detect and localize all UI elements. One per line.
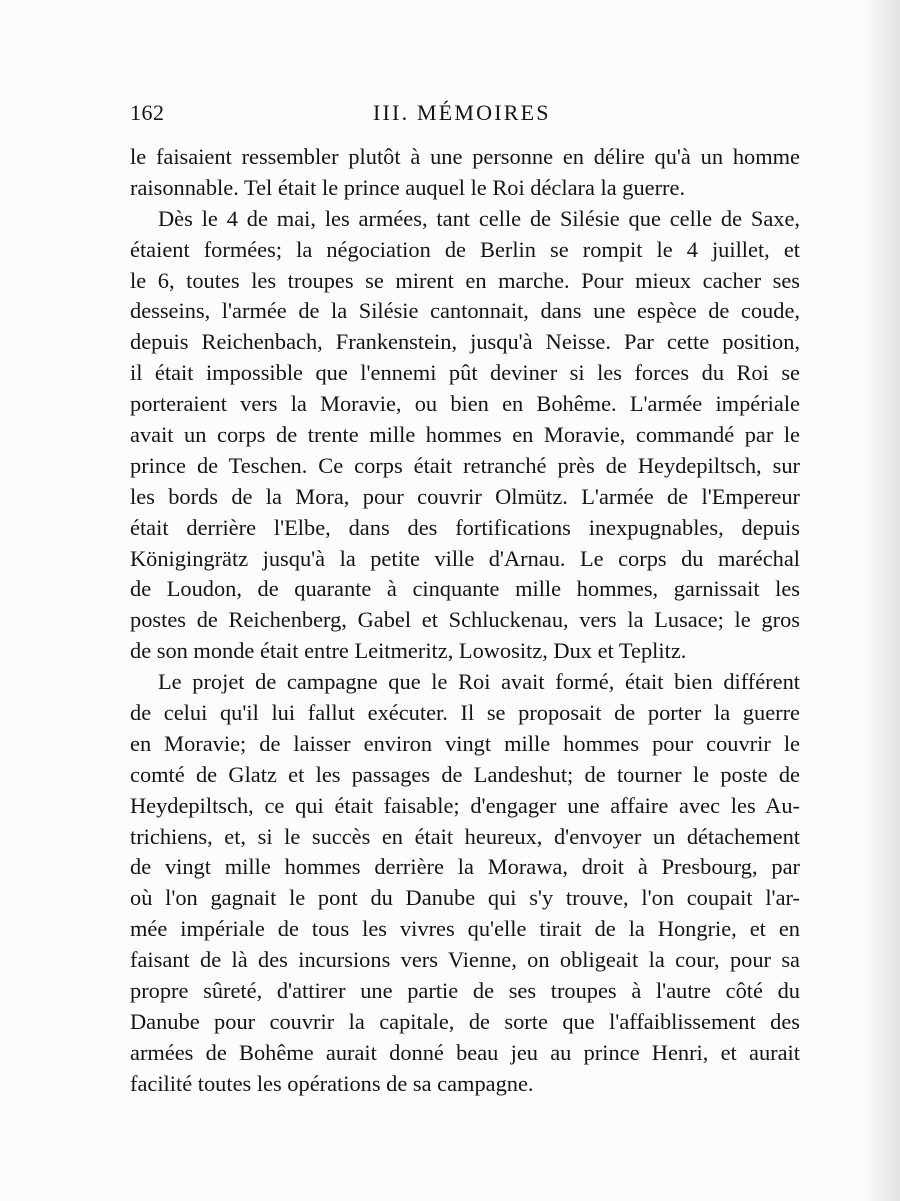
page-header bbox=[130, 100, 800, 130]
text-line: Le projet de campagne que le Roi avait formé, était bien différent bbox=[158, 669, 800, 695]
text-line: faisant de là des incursions vers Vienne, on obligeait la cour, pour sa bbox=[130, 947, 800, 973]
text-line: Danube pour couvrir la capitale, de sorte que l'affaiblissement des bbox=[130, 1008, 800, 1034]
text-line: depuis Reichenbach, Frankenstein, jusqu'à Neisse. Par cette position, bbox=[130, 329, 800, 355]
paragraph-1 bbox=[130, 142, 800, 204]
text-line: étaient formées; la négociation de Berlin se rompit le 4 juillet, et bbox=[130, 236, 800, 262]
text-line: facilité toutes les opérations de sa campagne. bbox=[130, 1070, 534, 1096]
text-line: prince de Teschen. Ce corps était retranché près de Heydepiltsch, sur bbox=[130, 452, 800, 478]
text-line: postes de Reichenberg, Gabel et Schluckenau, vers la Lusace; le gros bbox=[130, 607, 800, 633]
paragraph-2 bbox=[130, 204, 800, 667]
page-edge-shadow bbox=[862, 0, 900, 1201]
text-line: où l'on gagnait le pont du Danube qui s'y trouve, l'on coupait l'ar- bbox=[130, 885, 800, 911]
text-line: le 6, toutes les troupes se mirent en marche. Pour mieux cacher ses bbox=[130, 267, 800, 293]
text-line: trichiens, et, si le succès en était heureux, d'envoyer un détachement bbox=[130, 823, 800, 849]
text-line: de son monde était entre Leitmeritz, Lowositz, Dux et Teplitz. bbox=[130, 638, 687, 664]
text-line: les bords de la Mora, pour couvrir Olmütz. L'armée de l'Empereur bbox=[130, 483, 800, 509]
text-line: propre sûreté, d'attirer une partie de ses troupes à l'autre côté du bbox=[130, 978, 800, 1004]
text-line: desseins, l'armée de la Silésie cantonnait, dans une espèce de coude, bbox=[130, 298, 800, 324]
text-line: en Moravie; de laisser environ vingt mille hommes pour couvrir le bbox=[130, 730, 800, 756]
text-line: comté de Glatz et les passages de Landeshut; de tourner le poste de bbox=[130, 761, 800, 787]
text-line: porteraient vers la Moravie, ou bien en Bohême. L'armée impériale bbox=[130, 391, 800, 417]
text-line: avait un corps de trente mille hommes en Moravie, commandé par le bbox=[130, 422, 800, 448]
text-line: armées de Bohême aurait donné beau jeu au prince Henri, et aurait bbox=[130, 1039, 800, 1065]
text-line: de vingt mille hommes derrière la Morawa, droit à Presbourg, par bbox=[130, 854, 800, 880]
text-line: mée impériale de tous les vivres qu'elle tirait de la Hongrie, et en bbox=[130, 916, 800, 942]
text-line: raisonnable. Tel était le prince auquel le Roi déclara la guerre. bbox=[130, 174, 686, 200]
running-head: III. MÉMOIRES bbox=[373, 100, 551, 125]
text-line: était derrière l'Elbe, dans des fortifications inexpugnables, depuis bbox=[130, 514, 800, 540]
text-line: Dès le 4 de mai, les armées, tant celle de Silésie que celle de Saxe, bbox=[158, 205, 800, 231]
text-line: de celui qu'il lui fallut exécuter. Il se proposait de porter la guerre bbox=[130, 700, 800, 726]
paragraph-3 bbox=[130, 667, 800, 1099]
page-number: 162 bbox=[130, 100, 165, 125]
text-line: il était impossible que l'ennemi pût deviner si les forces du Roi se bbox=[130, 360, 800, 386]
text-line: Königingrätz jusqu'à la petite ville d'Arnau. Le corps du maréchal bbox=[130, 545, 800, 571]
text-line: de Loudon, de quarante à cinquante mille hommes, garnissait les bbox=[130, 576, 800, 602]
text-line: Heydepiltsch, ce qui était faisable; d'engager une affaire avec les Au- bbox=[130, 792, 800, 818]
text-line: le faisaient ressembler plutôt à une personne en délire qu'à un homme bbox=[130, 144, 800, 169]
body-text bbox=[130, 142, 800, 1100]
